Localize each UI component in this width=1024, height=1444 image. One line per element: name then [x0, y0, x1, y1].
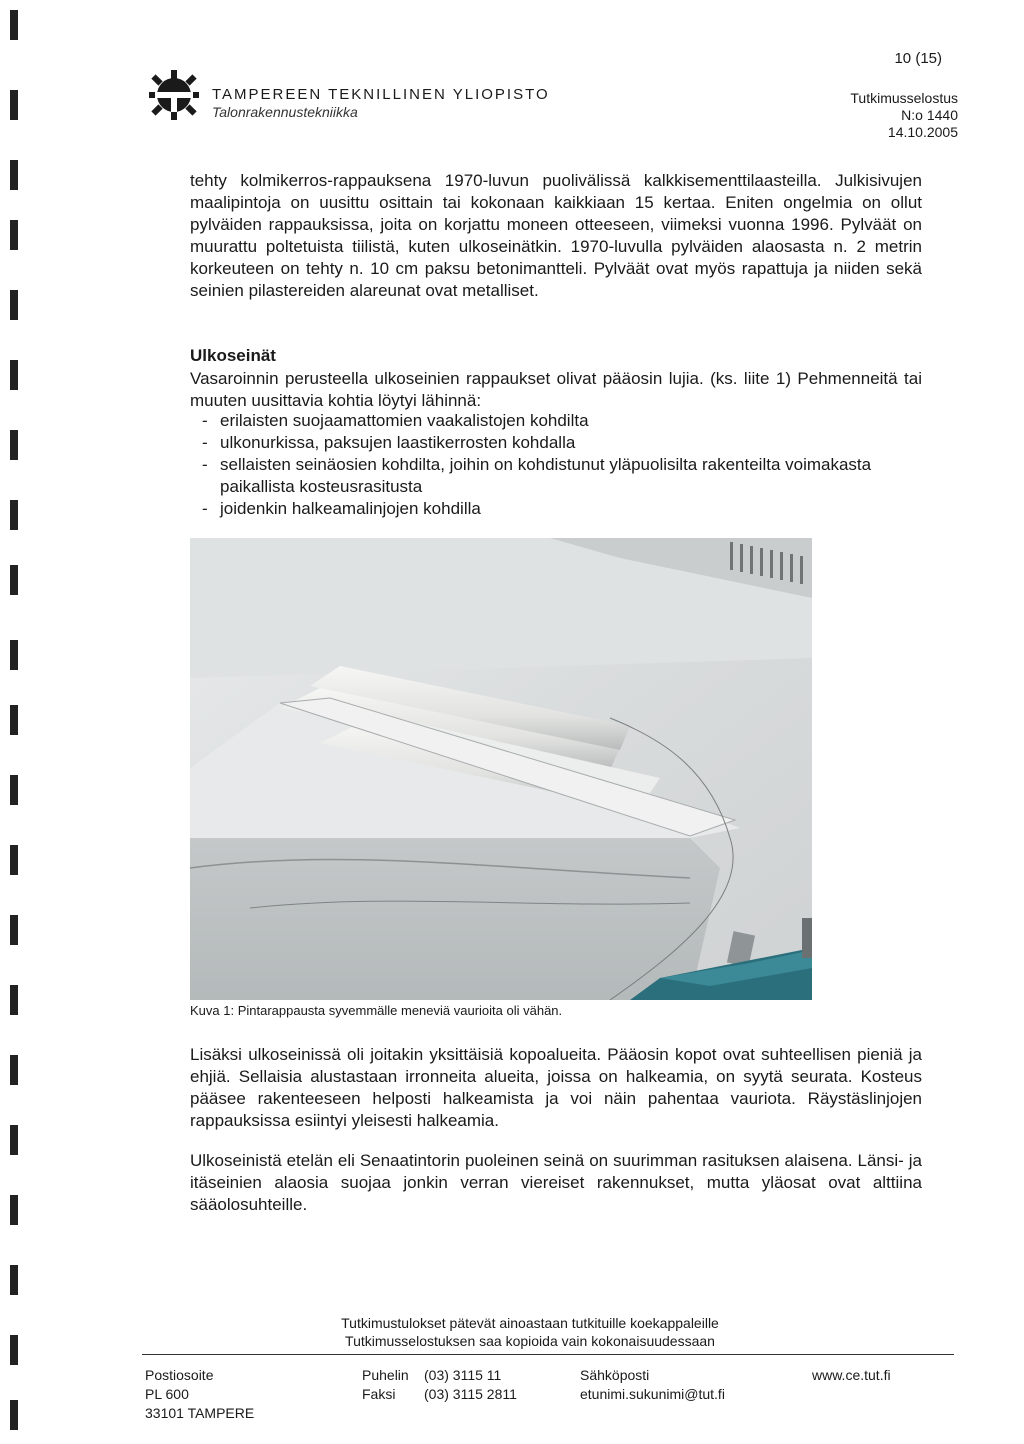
- footer-website: www.ce.tut.fi: [812, 1367, 891, 1383]
- report-type: Tutkimusselostus: [850, 90, 958, 106]
- email-address: etunimi.sukunimi@tut.fi: [580, 1386, 725, 1402]
- phone-label: Puhelin: [362, 1367, 409, 1383]
- footer-phone: [362, 1366, 517, 1404]
- validity-notice: [240, 1314, 820, 1350]
- paragraph-intro: tehty kolmikerros-rappauksena 1970-luvun puolivälissä kalkkisementtilaasteilla. Julkisivujen maalipintoja on uusittu osittain tai kokonaan kaikkiaan 15 kertaa. Eniten ongelmia on ollut pylväiden rappauksissa, joita on korjattu moneen otteeseen, viimeksi vuonna 1996. Pylväät on muurattu poltetuista tiilistä, kuten ulkoseinätkin. 1970-luvulla pylväiden alaosasta n. 2 metrin korkeuteen on tehty n. 10 cm paksu betonimantteli. Pylväät ovat myös rapattuja ja niiden sekä seinien pilastereiden alareunat ovat metalliset.: [190, 171, 922, 300]
- fax-label: Faksi: [362, 1386, 396, 1402]
- postal-city: 33101 TAMPERE: [145, 1405, 255, 1421]
- university-logo: [145, 66, 203, 124]
- fax-number: (03) 3115 2811: [424, 1386, 517, 1402]
- university-name: TAMPEREEN TEKNILLINEN YLIOPISTO: [212, 86, 550, 103]
- photo-caption: Kuva 1: Pintarappausta syvemmälle meneviä vaurioita oli vähän.: [190, 1003, 563, 1018]
- footer-divider: [142, 1354, 954, 1355]
- list-item: - ulkonurkissa, paksujen laastikerrosten kohdalla: [202, 432, 922, 454]
- facade-cornice-photo: [190, 538, 812, 1000]
- paragraph-findings: Vasaroinnin perusteella ulkoseinien rappaukset olivat pääosin lujia. (ks. liite 1) Pehmenneitä tai muuten uusittavia kohtia löytyi lähinnä:: [190, 369, 922, 410]
- report-date: 14.10.2005: [887, 124, 958, 140]
- report-info: [850, 90, 958, 141]
- list-item: - erilaisten suojaamattomien vaakalistojen kohdilta: [202, 410, 922, 432]
- findings-list: [202, 410, 922, 520]
- postal-label: Postiosoite: [145, 1367, 214, 1383]
- page-number: 10 (15): [894, 50, 942, 67]
- section-heading: Ulkoseinät: [190, 346, 276, 365]
- list-item: - joidenkin halkeamalinjojen kohdilla: [202, 498, 922, 520]
- paragraph-exposure: Ulkoseinistä etelän eli Senaatintorin puoleinen seinä on suurimman rasituksen alaisena. Länsi- ja itäseinien alaosia suojaa jonkin verran viereiset rakennukset, mutta yläosat ovat alttiina sääolosuhteille.: [190, 1151, 922, 1214]
- footer-email: [580, 1366, 725, 1404]
- report-number: N:o 1440: [901, 107, 958, 123]
- email-label: Sähköposti: [580, 1367, 650, 1383]
- phone-number: (03) 3115 11: [424, 1367, 502, 1383]
- department-name: Talonrakennustekniikka: [212, 104, 358, 120]
- notice-line: Tutkimusselostuksen saa kopioida vain kokonaisuudessaan: [345, 1333, 715, 1349]
- list-item: - sellaisten seinäosien kohdilta, joihin on kohdistunut yläpuolisilta rakenteilta voimakasta paikallista kosteusrasitusta: [202, 454, 922, 498]
- notice-line: Tutkimustulokset pätevät ainoastaan tutkituille koekappaleille: [341, 1315, 719, 1331]
- footer-postal: [145, 1366, 254, 1423]
- paragraph-defects: Lisäksi ulkoseinissä oli joitakin yksittäisiä kopoalueita. Pääosin kopot ovat suhteellisen pieniä ja ehjiä. Sellaisia alustastaan irronneita alueita, joissa on halkeamia, on syytä seurata. Kosteus pääsee rakenteeseen helposti halkeamista ja voi näin pahentaa vauriota. Räystäslinjojen rappauksissa esiintyi yleisesti halkeamia.: [190, 1045, 922, 1130]
- binding-marks: [8, 0, 20, 1444]
- postal-box: PL 600: [145, 1386, 189, 1402]
